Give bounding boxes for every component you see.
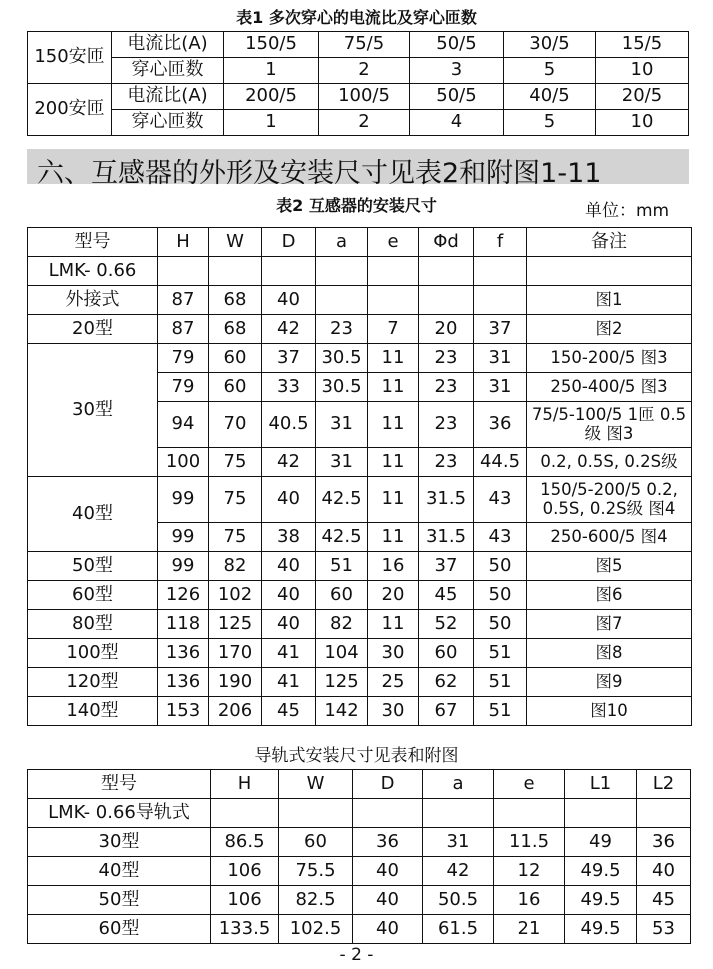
table-row — [28, 610, 692, 639]
column-header: 型号 — [28, 228, 158, 257]
table-cell: 40 — [262, 552, 316, 581]
table-cell: 62 — [419, 668, 474, 697]
table-cell: 53 — [637, 915, 691, 944]
table-row — [28, 58, 689, 84]
table-cell: 86.5 — [211, 828, 279, 857]
note-cell: 图2 — [527, 315, 692, 344]
table-cell: 126 — [158, 581, 209, 610]
table-cell: 31 — [474, 373, 527, 402]
model-cell: 50型 — [28, 552, 158, 581]
table-cell: 31.5 — [419, 477, 474, 523]
table-cell: 99 — [158, 523, 209, 552]
table-cell: 44.5 — [474, 448, 527, 477]
table1-caption: 表1 多次穿心的电流比及穿心匝数 — [236, 8, 477, 27]
table-cell: 40 — [262, 477, 316, 523]
table-row — [28, 110, 689, 136]
table-cell: 41 — [262, 668, 316, 697]
model-cell: 20型 — [28, 315, 158, 344]
table-cell: 37 — [474, 315, 527, 344]
table-cell: 5 — [504, 110, 596, 136]
note-cell: 150-200/5 图3 — [527, 344, 692, 373]
table-cell: 11 — [368, 344, 419, 373]
note-cell: 250-600/5 图4 — [527, 523, 692, 552]
model-cell: 40型 — [28, 857, 211, 886]
table-cell: 68 — [209, 286, 262, 315]
table-cell: 15/5 — [596, 32, 689, 58]
page-number: - 2 - — [339, 945, 374, 965]
table-cell: 42 — [262, 448, 316, 477]
table-cell: 40 — [353, 886, 423, 915]
table-cell: 50 — [474, 581, 527, 610]
note-cell: 0.2, 0.5S, 0.2S级 — [527, 448, 692, 477]
series-row — [28, 799, 691, 828]
model-cell: 140型 — [28, 697, 158, 726]
table-cell: 4 — [410, 110, 504, 136]
table-cell: 142 — [316, 697, 368, 726]
note-cell: 图8 — [527, 639, 692, 668]
table-cell: 40/5 — [504, 84, 596, 110]
table-cell: 50 — [474, 552, 527, 581]
table-row — [28, 668, 692, 697]
table-cell: 7 — [368, 315, 419, 344]
table-cell: 40 — [262, 610, 316, 639]
model-cell: 60型 — [28, 581, 158, 610]
row-label: 电流比(A) — [112, 84, 224, 110]
table2-caption: 表2 互感器的安装尺寸 — [276, 196, 437, 215]
table3-caption: 导轨式安装尺寸见表和附图 — [254, 746, 459, 766]
row-label: 穿心匝数 — [112, 58, 224, 84]
table-cell: 200/5 — [224, 84, 319, 110]
table-cell: 36 — [637, 828, 691, 857]
table-cell: 49 — [565, 828, 637, 857]
table-cell: 51 — [474, 639, 527, 668]
model-cell: 80型 — [28, 610, 158, 639]
table-cell: 45 — [637, 886, 691, 915]
table-cell: 40.5 — [262, 402, 316, 448]
table-cell: 136 — [158, 639, 209, 668]
table-cell: 11 — [368, 402, 419, 448]
table-cell: 102.5 — [279, 915, 353, 944]
table-cell: 60 — [209, 344, 262, 373]
table-row — [28, 886, 691, 915]
table-cell: 49.5 — [565, 915, 637, 944]
table-cell: 99 — [158, 477, 209, 523]
note-cell: 图9 — [527, 668, 692, 697]
note-cell: 图10 — [527, 697, 692, 726]
table-cell: 30.5 — [316, 373, 368, 402]
table-cell: 82 — [316, 610, 368, 639]
note-cell: 图7 — [527, 610, 692, 639]
column-header: Φd — [419, 228, 474, 257]
table-cell: 12 — [494, 857, 565, 886]
series-row — [28, 257, 692, 286]
table-cell: 118 — [158, 610, 209, 639]
table-cell: 75 — [209, 477, 262, 523]
table-cell: 23 — [419, 402, 474, 448]
note-cell: 图6 — [527, 581, 692, 610]
table-cell: 36 — [353, 828, 423, 857]
table-cell: 82.5 — [279, 886, 353, 915]
table-cell: 170 — [209, 639, 262, 668]
column-header: L2 — [637, 770, 691, 799]
table-cell: 23 — [316, 315, 368, 344]
table-cell: 60 — [209, 373, 262, 402]
table-cell: 23 — [419, 373, 474, 402]
table-cell: 104 — [316, 639, 368, 668]
table-cell: 31 — [316, 402, 368, 448]
table-cell — [368, 286, 419, 315]
note-cell: 75/5-100/5 1匝 0.5级 图3 — [527, 402, 692, 448]
table-cell: 10 — [596, 110, 689, 136]
table-cell: 38 — [262, 523, 316, 552]
column-header: H — [158, 228, 209, 257]
column-header: D — [353, 770, 423, 799]
table-cell: 21 — [494, 915, 565, 944]
table-row — [28, 32, 689, 58]
model-cell: 60型 — [28, 915, 211, 944]
note-cell: 250-400/5 图3 — [527, 373, 692, 402]
note-cell: 图1 — [527, 286, 692, 315]
table-cell: 10 — [596, 58, 689, 84]
table-cell: 40 — [353, 915, 423, 944]
table-cell: 20 — [368, 581, 419, 610]
table-cell: 42.5 — [316, 523, 368, 552]
table-cell: 100/5 — [319, 84, 410, 110]
table-cell: 43 — [474, 477, 527, 523]
table-cell: 40 — [262, 286, 316, 315]
table-header-row — [28, 228, 692, 257]
table-cell: 3 — [410, 58, 504, 84]
table-cell: 11 — [368, 610, 419, 639]
column-header: a — [423, 770, 494, 799]
table-cell: 37 — [262, 344, 316, 373]
table-cell: 190 — [209, 668, 262, 697]
table-cell: 1 — [224, 110, 319, 136]
table-cell: 49.5 — [565, 886, 637, 915]
table-row — [28, 552, 692, 581]
table-cell: 79 — [158, 373, 209, 402]
table-cell: 45 — [262, 697, 316, 726]
table-row — [28, 84, 689, 110]
table-cell: 106 — [211, 886, 279, 915]
table-cell: 45 — [419, 581, 474, 610]
column-header: W — [279, 770, 353, 799]
table-cell: 11 — [368, 523, 419, 552]
table-cell: 70 — [209, 402, 262, 448]
table-cell: 20 — [419, 315, 474, 344]
column-header: e — [368, 228, 419, 257]
table-cell: 52 — [419, 610, 474, 639]
table-cell: 42 — [262, 315, 316, 344]
table-cell: 23 — [419, 344, 474, 373]
table-cell: 60 — [279, 828, 353, 857]
table-cell: 31.5 — [419, 523, 474, 552]
section-heading-bar — [27, 149, 689, 189]
table-cell: 206 — [209, 697, 262, 726]
table-cell: 11 — [368, 448, 419, 477]
table-cell: 50/5 — [410, 32, 504, 58]
table-cell: 41 — [262, 639, 316, 668]
table-row — [28, 828, 691, 857]
table-cell: 136 — [158, 668, 209, 697]
table-cell: 36 — [474, 402, 527, 448]
table-cell: 99 — [158, 552, 209, 581]
table-cell — [316, 286, 368, 315]
table-cell: 50.5 — [423, 886, 494, 915]
table-cell: 51 — [474, 668, 527, 697]
table-cell: 20/5 — [596, 84, 689, 110]
table-cell: 82 — [209, 552, 262, 581]
table-row — [28, 581, 692, 610]
table-cell: 2 — [319, 110, 410, 136]
table-cell: 68 — [209, 315, 262, 344]
table-cell: 11.5 — [494, 828, 565, 857]
table-cell: 60 — [316, 581, 368, 610]
table-cell: 51 — [474, 697, 527, 726]
table-cell: 75 — [209, 523, 262, 552]
unit-label: 单位：mm — [585, 201, 670, 221]
column-header: f — [474, 228, 527, 257]
table-cell: 79 — [158, 344, 209, 373]
table-cell: 1 — [224, 58, 319, 84]
section-title: 六、互感器的外形及安装尺寸见表2和附图1-11 — [37, 158, 602, 189]
model-cell: 100型 — [28, 639, 158, 668]
table-row — [28, 697, 692, 726]
table-cell: 67 — [419, 697, 474, 726]
table-cell: 31 — [423, 828, 494, 857]
table-cell: 30 — [368, 639, 419, 668]
series-label: LMK- 0.66导轨式 — [28, 799, 211, 828]
table-cell: 40 — [637, 857, 691, 886]
table-cell: 133.5 — [211, 915, 279, 944]
row-label: 电流比(A) — [112, 32, 224, 58]
table-cell: 75 — [209, 448, 262, 477]
turns-ratio-table — [27, 31, 689, 136]
table-cell: 23 — [419, 448, 474, 477]
table-cell: 11 — [368, 373, 419, 402]
table-cell — [474, 286, 527, 315]
group-label: 200安匝 — [28, 84, 112, 136]
table-cell — [419, 286, 474, 315]
table-cell: 16 — [368, 552, 419, 581]
table-header-row — [28, 770, 691, 799]
table-cell: 150/5 — [224, 32, 319, 58]
column-header: D — [262, 228, 316, 257]
table-cell: 75/5 — [319, 32, 410, 58]
model-cell: 40型 — [28, 477, 158, 552]
table-cell: 50 — [474, 610, 527, 639]
table-cell: 33 — [262, 373, 316, 402]
table-row — [28, 639, 692, 668]
table-cell: 30.5 — [316, 344, 368, 373]
table-cell: 5 — [504, 58, 596, 84]
table-row — [28, 477, 692, 523]
table-cell: 87 — [158, 286, 209, 315]
table-cell: 16 — [494, 886, 565, 915]
table-cell: 61.5 — [423, 915, 494, 944]
column-header: a — [316, 228, 368, 257]
table-row — [28, 286, 692, 315]
table-row — [28, 857, 691, 886]
column-header: 备注 — [527, 228, 692, 257]
series-label: LMK- 0.66 — [28, 257, 158, 286]
table-cell: 87 — [158, 315, 209, 344]
table-cell: 40 — [262, 581, 316, 610]
note-cell: 150/5-200/5 0.2, 0.5S, 0.2S级 图4 — [527, 477, 692, 523]
column-header: W — [209, 228, 262, 257]
rail-dimensions-table — [27, 769, 691, 944]
table-cell: 125 — [316, 668, 368, 697]
group-label: 150安匝 — [28, 32, 112, 84]
model-cell: 30型 — [28, 344, 158, 477]
column-header: 型号 — [28, 770, 211, 799]
table-cell: 30 — [368, 697, 419, 726]
table-cell: 42 — [423, 857, 494, 886]
table-cell: 102 — [209, 581, 262, 610]
table-cell: 60 — [419, 639, 474, 668]
table-cell: 43 — [474, 523, 527, 552]
column-header: H — [211, 770, 279, 799]
table-cell: 100 — [158, 448, 209, 477]
table-row — [28, 915, 691, 944]
table-cell: 40 — [353, 857, 423, 886]
table-cell: 106 — [211, 857, 279, 886]
table-cell: 11 — [368, 477, 419, 523]
table-cell: 50/5 — [410, 84, 504, 110]
table-row — [28, 344, 692, 373]
table-cell: 125 — [209, 610, 262, 639]
table-cell: 42.5 — [316, 477, 368, 523]
table-cell: 153 — [158, 697, 209, 726]
column-header: e — [494, 770, 565, 799]
column-header: L1 — [565, 770, 637, 799]
table-cell: 94 — [158, 402, 209, 448]
table-cell: 31 — [474, 344, 527, 373]
row-label: 穿心匝数 — [112, 110, 224, 136]
table-cell: 49.5 — [565, 857, 637, 886]
model-cell: 30型 — [28, 828, 211, 857]
install-dimensions-table — [27, 227, 692, 726]
table-row — [28, 315, 692, 344]
table-cell: 25 — [368, 668, 419, 697]
table-cell: 51 — [316, 552, 368, 581]
note-cell: 图5 — [527, 552, 692, 581]
model-cell: 50型 — [28, 886, 211, 915]
model-cell: 120型 — [28, 668, 158, 697]
table-cell: 2 — [319, 58, 410, 84]
table-cell: 75.5 — [279, 857, 353, 886]
model-cell: 外接式 — [28, 286, 158, 315]
table-cell: 37 — [419, 552, 474, 581]
table-cell: 31 — [316, 448, 368, 477]
table-cell: 30/5 — [504, 32, 596, 58]
